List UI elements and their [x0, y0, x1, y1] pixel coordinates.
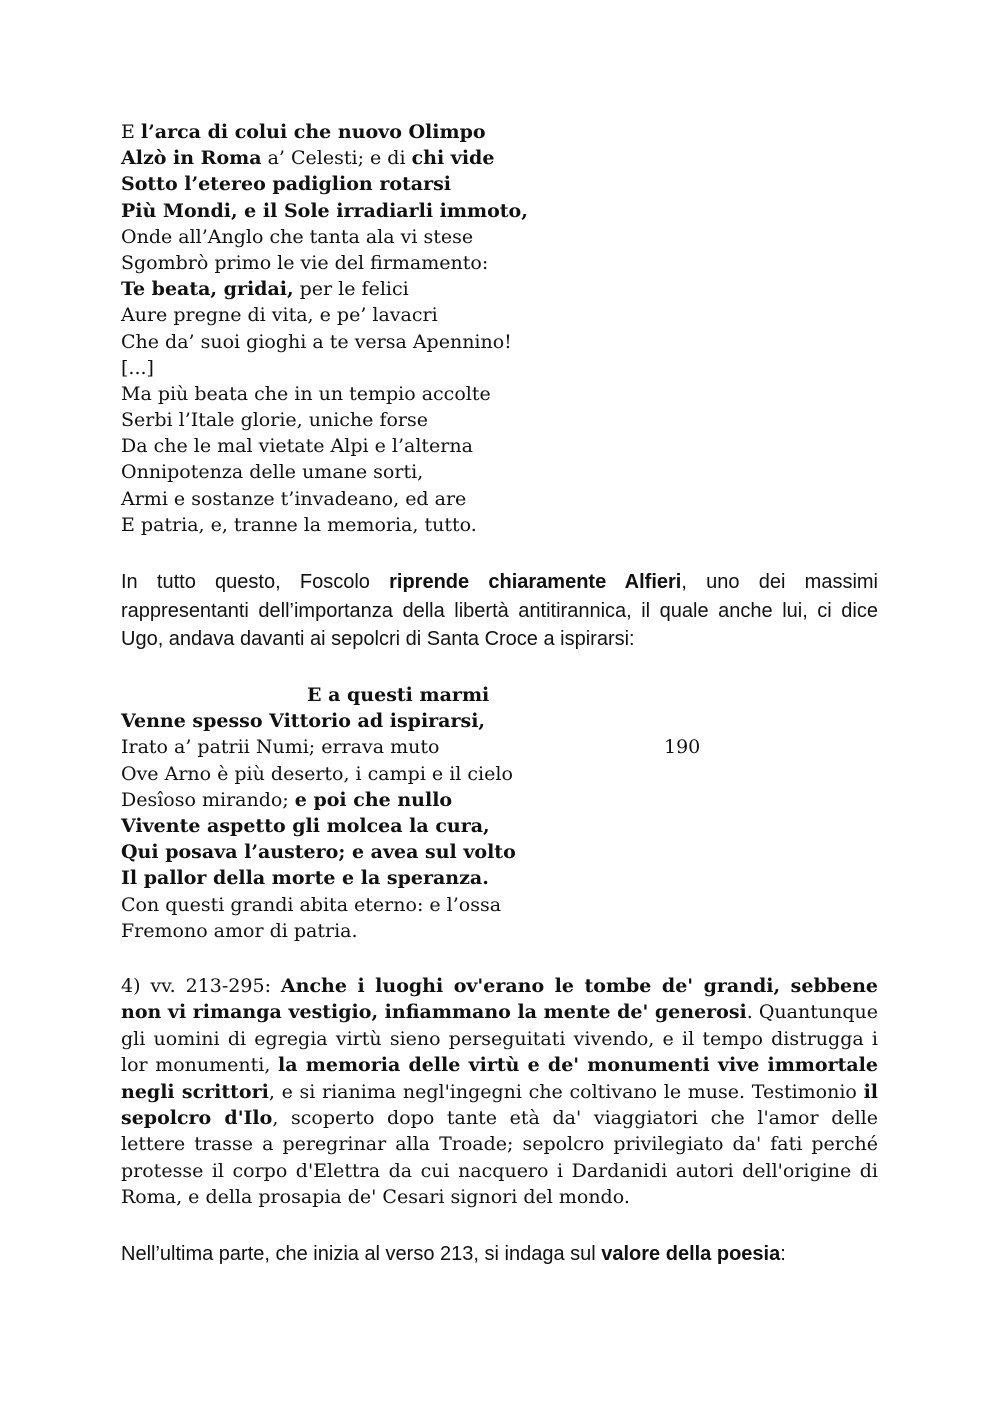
text-run: . Quantunque gli uomini di egregia virtù sieno perseguitati vivendo, e il tempo distrugga i lor monumenti, — [121, 1001, 878, 1077]
poem-line — [121, 198, 721, 224]
verse-fragment: Ma più beata che in un tempio accolte — [121, 382, 491, 405]
poem-line — [121, 892, 721, 918]
verse-fragment: Onde all’Anglo che tanta ala vi stese — [121, 225, 474, 248]
verse-fragment: E patria, e, tranne la memoria, tutto. — [121, 513, 477, 536]
verse-fragment: Che da’ suoi gioghi a te versa Apennino! — [121, 330, 512, 353]
poem-line — [121, 813, 721, 839]
verse-fragment-bold: Il pallor della morte e la speranza. — [121, 867, 489, 890]
text-run-bold: il sepolcro d'Ilo — [121, 1080, 878, 1130]
poem-line — [121, 329, 721, 355]
poem-line — [121, 433, 721, 459]
verse-fragment-bold: l’arca di colui che nuovo Olimpo — [140, 121, 486, 143]
poem-line — [121, 276, 721, 302]
poem-excerpt-galileo — [121, 119, 721, 538]
poem-line — [121, 839, 721, 865]
verse-fragment-bold: Venne spesso Vittorio ad ispirarsi, — [121, 710, 486, 733]
verse-fragment-bold: Più Mondi, e il Sole irradiarli immoto, — [121, 199, 528, 222]
verse-fragment-bold: chi vide — [411, 147, 495, 170]
poem-line — [121, 512, 721, 538]
verse-fragment-bold: E a questi marmi — [307, 684, 490, 706]
verse-fragment-bold: Qui posava l’austero; e avea sul volto — [121, 841, 516, 864]
text-run-bold: Anche i luoghi ov'erano le tombe de' grandi, sebbene non vi rimanga vestigio, infiammano la mente de' generosi — [121, 975, 878, 1024]
poem-line — [121, 171, 721, 197]
verse-fragment: Ove Arno è più deserto, i campi e il cielo — [121, 762, 513, 785]
verse-fragment: Desîoso mirando; — [121, 788, 295, 811]
verse-fragment: Con questi grandi abita eterno: e l’ossa — [121, 893, 502, 916]
verse-fragment: Sgombrò primo le vie del firmamento: — [121, 251, 489, 274]
poem-line — [121, 708, 721, 734]
verse-fragment: per le felici — [293, 278, 409, 301]
text-run: , e si rianima negl'ingegni che coltivano le muse. Testimonio — [268, 1080, 864, 1103]
poem-line — [121, 381, 721, 407]
text-run: 4) vv. 213-295: — [121, 975, 281, 997]
text-run: , uno dei massimi rappresentanti dell’importanza della libertà antitirannica, il quale anche lui, ci dice Ugo, andava davanti ai sepolcri di Santa Croce a ispirarsi: — [121, 571, 878, 651]
text-run: In tutto questo, Foscolo — [121, 571, 390, 593]
poem-line — [121, 302, 721, 328]
verse-fragment: Fremono amor di patria. — [121, 919, 358, 942]
poem-line — [121, 486, 721, 512]
verse-fragment: Armi e sostanze t’invadeano, ed are — [121, 487, 467, 510]
poem-line — [121, 734, 721, 760]
summary-paragraph-vv-213-295 — [121, 973, 878, 1211]
commentary-paragraph-poetry — [121, 1240, 878, 1269]
text-run: Nell’ultima parte, che inizia al verso 213, si indaga sul — [121, 1243, 602, 1265]
verse-fragment-bold: Te beata, gridai, — [121, 278, 294, 301]
poem-line — [121, 682, 721, 708]
poem-line — [121, 224, 721, 250]
poem-line — [121, 918, 721, 944]
poem-line — [121, 355, 721, 381]
poem-line — [121, 119, 721, 145]
poem-excerpt-vittorio — [121, 682, 721, 944]
verse-fragment: Serbi l’Itale glorie, uniche forse — [121, 409, 428, 432]
text-run: : — [780, 1243, 786, 1265]
text-run: , scoperto dopo tante età da' viaggiatori che l'amor delle lettere trasse a peregrinar alla Troade; sepolcro privilegiato da' fati perché protesse il corpo d'Elettra da cui nacquero i Dardanidi autori dell'origine di Roma, e della prosapia de' Cesari signori del mondo. — [121, 1107, 878, 1209]
verse-fragment: Onnipotenza delle umane sorti, — [121, 461, 424, 484]
verse-fragment: Da che le mal vietate Alpi e l’alterna — [121, 435, 473, 458]
verse-fragment: Aure pregne di vita, e pe’ lavacri — [121, 304, 438, 327]
verse-line-number: 190 — [664, 736, 701, 758]
commentary-paragraph-alfieri — [121, 568, 878, 654]
poem-line — [121, 145, 721, 171]
verse-fragment-bold: e poi che nullo — [294, 788, 453, 811]
ellipsis-marker: [...] — [121, 356, 154, 379]
verse-fragment: Irato a’ patrii Numi; errava muto — [121, 736, 440, 759]
verse-fragment-bold: Vivente aspetto gli molcea la cura, — [121, 814, 490, 837]
verse-fragment-bold: Sotto l’etereo padiglion rotarsi — [121, 173, 452, 196]
verse-fragment: E — [121, 121, 141, 143]
poem-line — [121, 761, 721, 787]
poem-line — [121, 250, 721, 276]
text-run-bold: valore della poesia — [601, 1243, 781, 1265]
poem-line — [121, 865, 721, 891]
poem-line — [121, 407, 721, 433]
verse-fragment-bold: Alzò in Roma — [121, 147, 262, 170]
text-run-bold: riprende chiaramente Alfieri — [389, 571, 682, 593]
poem-line — [121, 459, 721, 485]
verse-fragment: a’ Celesti; e di — [261, 147, 412, 170]
text-run-bold: la memoria delle virtù e de' monumenti vive immortale negli scrittori — [121, 1054, 878, 1103]
poem-line — [121, 787, 721, 813]
